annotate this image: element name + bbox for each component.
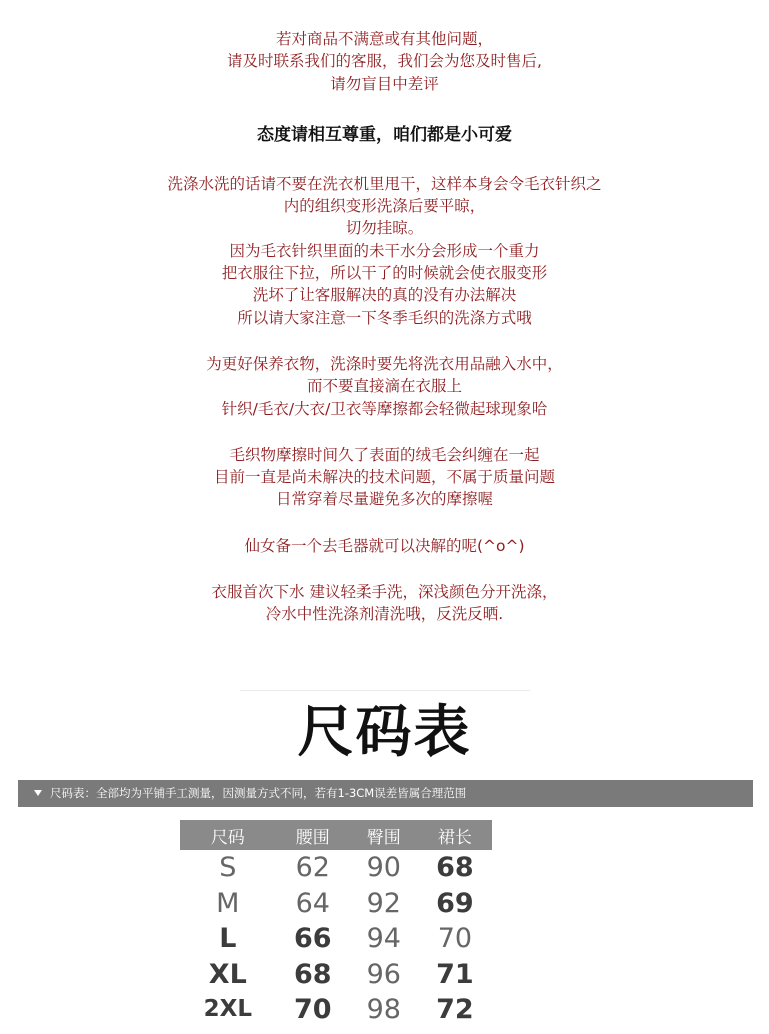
notice-line: 所以请大家注意一下冬季毛织的洗涤方式哦 — [237, 308, 532, 327]
table-row — [180, 850, 492, 886]
notice-line: 毛织物摩擦时间久了表面的绒毛会纠缠在一起 — [229, 445, 540, 464]
notice-line: 仙女备一个去毛器就可以决解的呢(^o^) — [244, 536, 525, 555]
notice-line: 洗涤水洗的话请不要在洗衣机里甩干，这样本身会令毛衣针织之 — [167, 174, 602, 193]
size-chart-title: 尺码表 — [297, 700, 472, 765]
cell-waist: 64 — [295, 887, 330, 919]
triangle-down-icon — [34, 790, 42, 796]
table-row — [180, 992, 492, 1028]
notice-paragraph-respect — [0, 123, 769, 147]
notice-paragraph-care — [0, 353, 769, 420]
section-divider — [240, 690, 530, 691]
notice-line: 因为毛衣针织里面的未干水分会形成一个重力 — [229, 241, 540, 260]
notice-paragraph-lint-remover — [0, 535, 769, 557]
notice-line: 目前一直是尚未解决的技术问题，不属于质量问题 — [213, 468, 555, 487]
cell-length: 69 — [436, 887, 474, 919]
cell-length: 71 — [436, 958, 474, 990]
table-row — [180, 957, 492, 993]
size-chart-banner — [18, 780, 753, 807]
notice-paragraph-pilling — [0, 444, 769, 511]
cell-size: M — [216, 887, 240, 919]
table-row — [180, 886, 492, 922]
cell-waist: 68 — [293, 958, 332, 990]
cell-length: 68 — [436, 852, 474, 884]
notice-line: 洗坏了让客服解决的真的没有办法解决 — [252, 286, 517, 305]
notice-line: 日常穿着尽量避免多次的摩擦喔 — [275, 490, 493, 509]
cell-size: XL — [208, 958, 247, 990]
cell-size: 2XL — [203, 996, 253, 1023]
cell-hip: 90 — [366, 852, 401, 884]
cell-size: S — [219, 852, 237, 884]
cell-waist: 66 — [293, 923, 332, 955]
size-table — [180, 820, 492, 1028]
cell-hip: 98 — [366, 994, 401, 1026]
notice-paragraph-after-sales — [0, 28, 769, 95]
notice-line: 为更好保养衣物，洗涤时要先将洗衣用品融入水中， — [206, 354, 563, 373]
notice-line: 请及时联系我们的客服，我们会为您及时售后, — [227, 52, 542, 71]
notice-line: 衣服首次下水 建议轻柔手洗，深浅颜色分开洗涤， — [211, 583, 558, 602]
cell-hip: 96 — [366, 958, 401, 990]
notice-line: 冷水中性洗涤剂清洗哦，反洗反晒. — [265, 605, 504, 624]
notice-paragraph-first-wash — [0, 581, 769, 626]
cell-length: 70 — [437, 923, 473, 955]
header-length: 裙长 — [418, 820, 492, 850]
header-hip: 臀围 — [350, 820, 418, 850]
size-chart-banner-text: 尺码表：全部均为平铺手工测量，因测量方式不同，若有1-3CM误差皆属合理范围 — [50, 786, 467, 800]
cell-hip: 92 — [366, 887, 401, 919]
cell-length: 72 — [436, 994, 474, 1026]
notice-line: 内的组织变形洗涤后要平晾， — [283, 197, 486, 216]
notice-line: 把衣服往下拉，所以干了的时候就会使衣服变形 — [221, 264, 548, 283]
cell-size: L — [219, 923, 237, 955]
size-table-header-row — [180, 820, 492, 850]
notice-line: 针织/毛衣/大衣/卫衣等摩擦都会轻微起球现象哈 — [221, 399, 548, 418]
header-size: 尺码 — [180, 820, 276, 850]
care-notice — [0, 28, 769, 650]
cell-waist: 70 — [293, 994, 332, 1026]
cell-waist: 62 — [295, 852, 330, 884]
header-waist: 腰围 — [276, 820, 350, 850]
notice-line: 而不要直接滴在衣服上 — [306, 377, 462, 396]
notice-line: 若对商品不满意或有其他问题， — [275, 30, 493, 48]
cell-hip: 94 — [366, 923, 401, 955]
notice-heading: 态度请相互尊重，咱们都是小可爱 — [257, 124, 512, 145]
notice-line: 切勿挂晾。 — [345, 219, 424, 238]
notice-line: 请勿盲目中差评 — [330, 74, 439, 93]
notice-paragraph-washing — [0, 173, 769, 329]
table-row — [180, 921, 492, 957]
